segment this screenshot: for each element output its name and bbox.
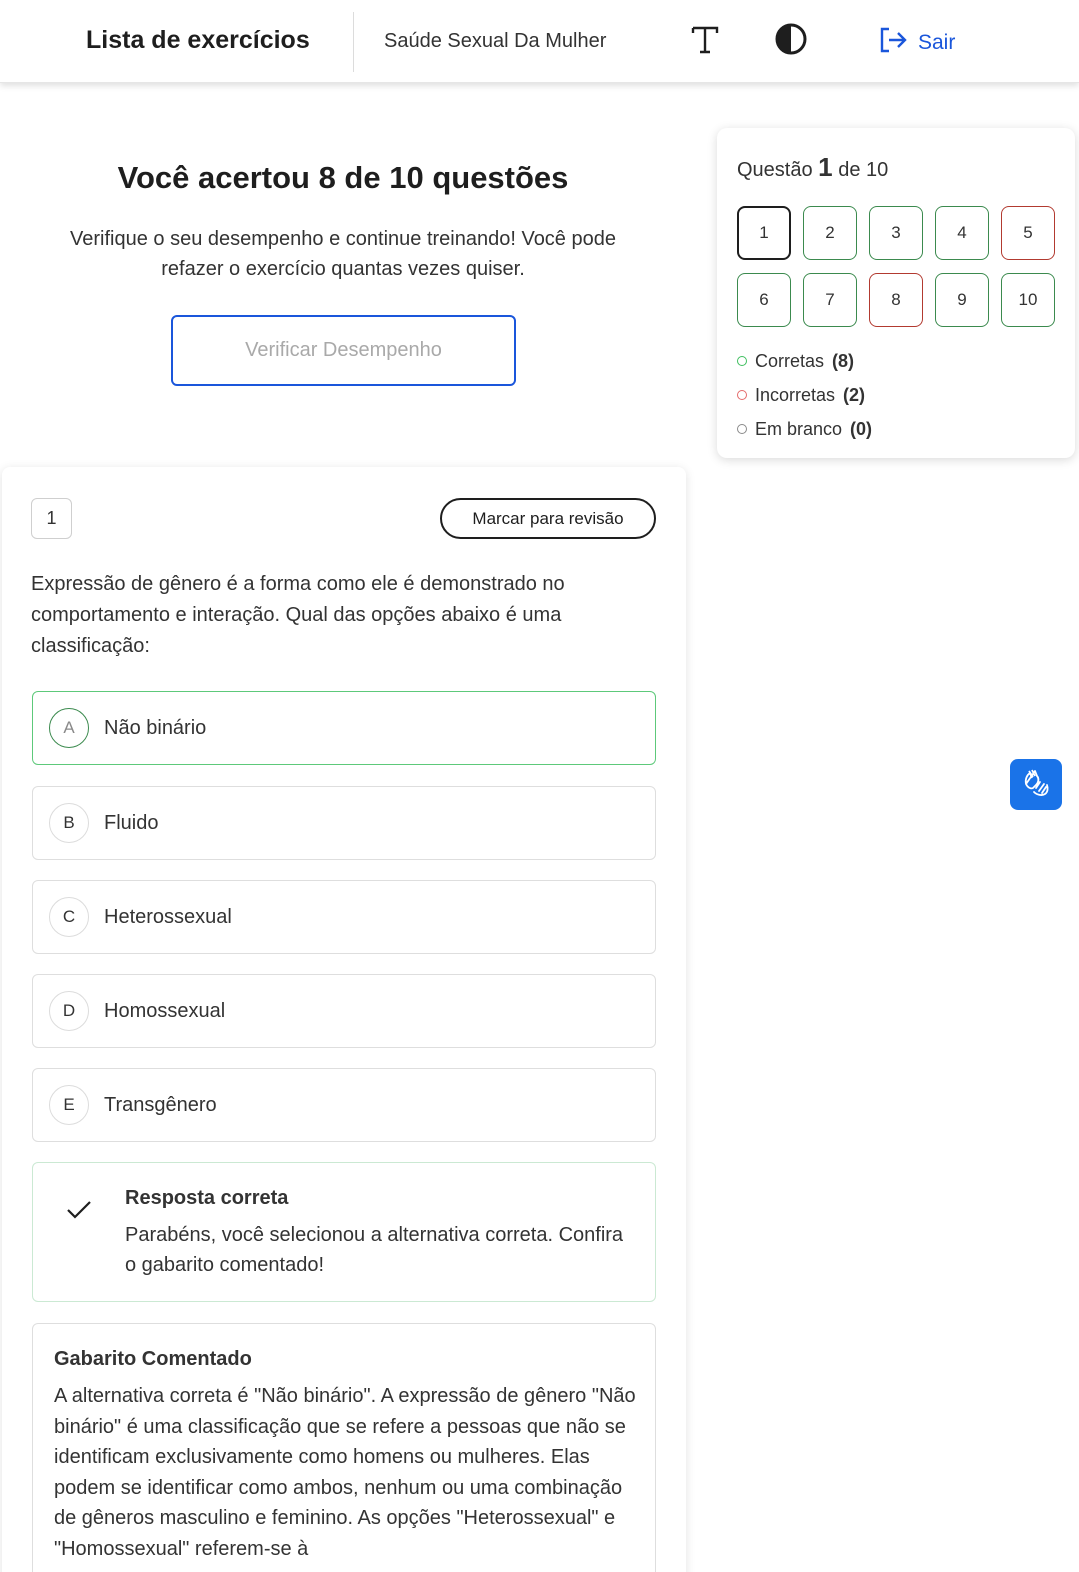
option-label: Não binário: [104, 716, 207, 739]
option-a[interactable]: [32, 691, 656, 765]
question-counter-current: 1: [818, 152, 833, 182]
check-icon: [65, 1199, 93, 1221]
page-title: Lista de exercícios: [86, 26, 310, 54]
question-nav-button[interactable]: 4: [935, 206, 989, 260]
status-legend: [737, 344, 872, 446]
legend-blank: [737, 412, 872, 446]
question-nav-button[interactable]: 10: [1001, 273, 1055, 327]
logout-button[interactable]: [878, 26, 955, 60]
font-size-icon[interactable]: [690, 22, 720, 58]
question-nav-button[interactable]: 2: [803, 206, 857, 260]
feedback-title: Resposta correta: [125, 1187, 289, 1209]
option-label: Fluido: [104, 811, 159, 834]
option-letter: B: [49, 803, 89, 843]
option-label: Transgênero: [104, 1093, 217, 1116]
explanation-text: A alternativa correta é "Não binário". A expressão de gênero "Não binário" é uma classificação que se refere a pessoas que não se identificam exclusivamente como homens ou mulheres. Elas podem se identificar como ambos, nenhum ou uma combinação de gêneros masculino e feminino. As opções "Heterossexual" e "Homossexual" referem-se à: [54, 1385, 636, 1560]
option-letter: D: [49, 991, 89, 1031]
legend-correct-count: (8): [832, 350, 855, 371]
legend-incorrect-count: (2): [843, 384, 866, 405]
logout-label: Sair: [918, 31, 956, 54]
question-nav-button[interactable]: 9: [935, 273, 989, 327]
header-divider: [353, 12, 354, 72]
legend-correct-label: Corretas: [755, 350, 825, 371]
option-label: Heterossexual: [104, 905, 232, 928]
feedback-text: Parabéns, você selecionou a alternativa correta. Confira o gabarito comentado!: [125, 1224, 624, 1276]
question-navigator: [717, 128, 1075, 458]
sign-language-button[interactable]: [1010, 759, 1062, 810]
legend-incorrect: [737, 378, 872, 412]
correct-dot-icon: [737, 356, 747, 366]
legend-blank-label: Em branco: [755, 418, 843, 439]
explanation-title: Gabarito Comentado: [54, 1348, 252, 1370]
legend-correct: [737, 344, 872, 378]
question-nav-button[interactable]: 3: [869, 206, 923, 260]
logout-icon: [878, 26, 908, 60]
sign-language-icon: [1020, 766, 1052, 803]
option-d[interactable]: [32, 974, 656, 1048]
result-title: Você acertou 8 de 10 questões: [117, 160, 569, 195]
option-c[interactable]: [32, 880, 656, 954]
answer-explanation: [32, 1323, 656, 1572]
incorrect-dot-icon: [737, 390, 747, 400]
option-b[interactable]: [32, 786, 656, 860]
question-counter-prefix: Questão: [737, 159, 813, 181]
question-text: Expressão de gênero é a forma como ele é demonstrado no comportamento e interação. Qual das opções abaixo é uma classificação:: [31, 573, 565, 657]
question-counter: [737, 152, 888, 183]
question-nav-button[interactable]: 7: [803, 273, 857, 327]
subject-title: Saúde Sexual Da Mulher: [384, 30, 607, 52]
mark-for-review-button[interactable]: Marcar para revisão: [440, 498, 656, 539]
question-nav-button[interactable]: 6: [737, 273, 791, 327]
top-header: [0, 0, 1079, 83]
option-label: Homossexual: [104, 999, 226, 1022]
question-grid: [737, 206, 1055, 327]
question-counter-suffix: de 10: [838, 159, 889, 181]
question-number-badge: 1: [31, 498, 72, 539]
option-e[interactable]: [32, 1068, 656, 1142]
option-letter: E: [49, 1085, 89, 1125]
question-nav-button[interactable]: 1: [737, 206, 791, 260]
option-letter: A: [49, 708, 89, 748]
answer-feedback: [32, 1162, 656, 1302]
question-card: [2, 467, 686, 1572]
check-performance-button[interactable]: Verificar Desempenho: [171, 315, 516, 386]
result-description: Verifique o seu desempenho e continue treinando! Você pode refazer o exercício quantas vezes quiser.: [70, 228, 616, 280]
contrast-icon[interactable]: [774, 22, 808, 56]
blank-dot-icon: [737, 424, 747, 434]
legend-blank-count: (0): [850, 418, 873, 439]
question-nav-button[interactable]: 5: [1001, 206, 1055, 260]
question-nav-button[interactable]: 8: [869, 273, 923, 327]
legend-incorrect-label: Incorretas: [755, 384, 836, 405]
option-letter: C: [49, 897, 89, 937]
